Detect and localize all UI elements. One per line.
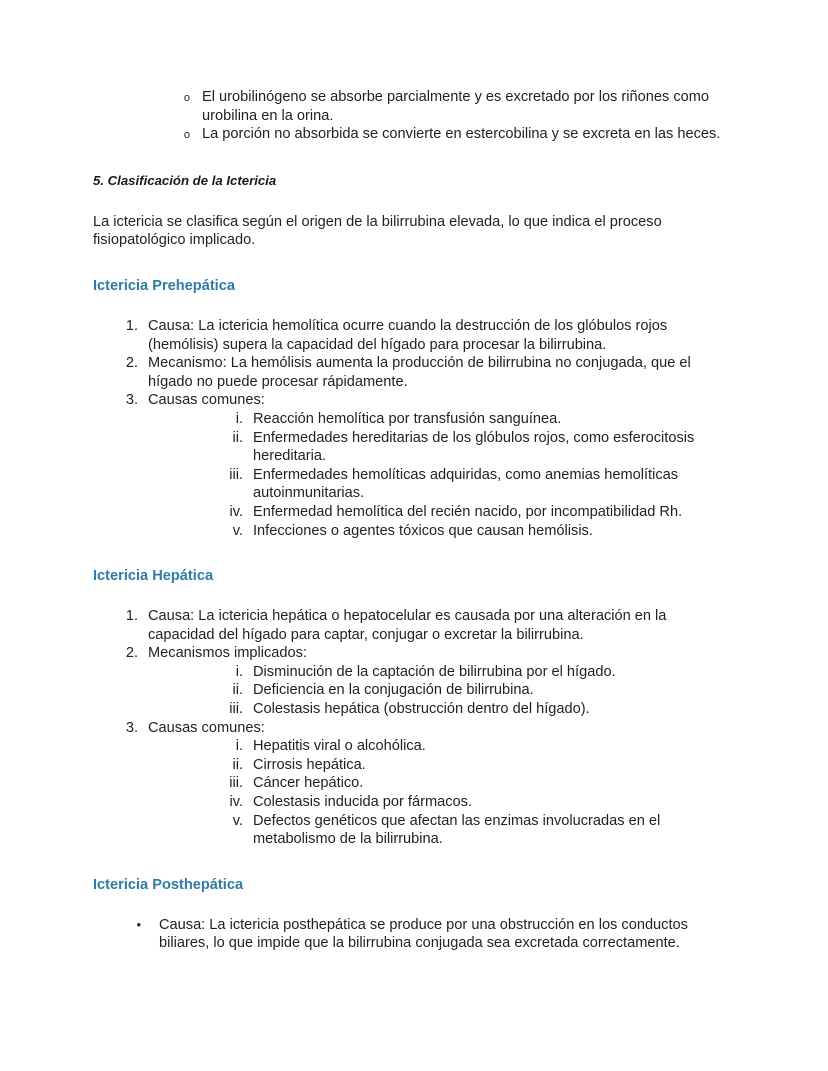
list-item-text: Deficiencia en la conjugación de bilirrubina. [253,682,534,699]
list-marker: i. [235,738,243,755]
list-item [168,88,733,125]
list-item [218,756,733,775]
list-item [218,774,733,793]
list-marker: 1. [125,317,138,334]
list-marker: v. [232,812,243,829]
list-marker: 3. [125,392,138,409]
posthepatica-bullet-list [123,916,733,953]
list-item [115,719,733,738]
list-item [218,700,733,719]
prehepatica-roman-list [218,410,733,540]
list-marker: 3. [125,719,138,736]
list-item-text: Colestasis hepática (obstrucción dentro del hígado). [253,701,590,718]
list-item-text: Causas comunes: [148,719,265,736]
document-content [93,88,733,953]
list-item [115,317,733,354]
list-item [115,644,733,663]
list-marker: iii. [229,775,243,792]
list-item [218,466,733,503]
list-item-text: Reacción hemolítica por transfusión sanguínea. [253,410,562,427]
subheading-ictericia-posthepatica: Ictericia Posthepática [93,876,244,893]
hepatica-numbered-list-b [115,719,733,738]
list-marker: iv. [229,794,243,811]
list-marker: iv. [229,503,243,520]
list-item [218,681,733,700]
list-marker: 2. [125,645,138,662]
list-marker: ii. [232,756,243,773]
list-marker: 1. [125,608,138,625]
list-item-text: Causa: La ictericia hepática o hepatocelular es causada por una alteración en la capacidad del hígado para captar, conjugar o excretar la bilirrubina. [148,608,667,643]
subheading-ictericia-prehepatica: Ictericia Prehepática [93,277,235,294]
list-marker: i. [235,663,243,680]
hepatica-roman-list-b [218,737,733,849]
list-item-text: Cirrosis hepática. [253,756,366,773]
list-item [218,737,733,756]
urobilinogen-circle-list [168,88,733,145]
list-item-text: Causas comunes: [148,392,265,409]
list-marker: ii. [232,682,243,699]
list-marker: i. [235,410,243,427]
list-item [218,812,733,849]
list-item-text: Hepatitis viral o alcohólica. [253,738,426,755]
list-item [218,410,733,429]
list-item [218,663,733,682]
list-item [115,354,733,391]
list-item-text: Colestasis inducida por fármacos. [253,794,473,811]
circle-bullet-icon: o [183,92,190,104]
list-item [218,793,733,812]
list-item-text: Enfermedades hemolíticas adquiridas, como anemias hemolíticas autoinmunitarias. [253,466,679,502]
list-item-text: Enfermedad hemolítica del recién nacido, por incompatibilidad Rh. [253,503,683,520]
list-item-text: El urobilinógeno se absorbe parcialmente y es excretado por los riñones como urobilina en la orina. [202,89,710,124]
list-item-text: La porción no absorbida se convierte en estercobilina y se excreta en las heces. [202,126,721,143]
list-item-text: Enfermedades hereditarias de los glóbulos rojos, como esferocitosis hereditaria. [253,429,695,465]
list-item-text: Disminución de la captación de bilirrubina por el hígado. [253,663,616,680]
list-marker: v. [232,522,243,539]
hepatica-numbered-list-a [115,607,733,663]
list-item-text: Defectos genéticos que afectan las enzimas involucradas en el metabolismo de la bilirrubina. [253,812,661,848]
list-item [123,916,733,953]
hepatica-roman-list-a [218,663,733,719]
list-item-text: Causa: La ictericia hemolítica ocurre cuando la destrucción de los glóbulos rojos (hemólisis) supera la capacidad del hígado para procesar la bilirrubina. [148,317,668,353]
list-item [218,503,733,522]
list-item-text: Mecanismo: La hemólisis aumenta la producción de bilirrubina no conjugada, que el hígado no puede procesar rápidamente. [148,355,691,390]
list-marker: iii. [229,466,243,483]
list-item-text: Mecanismos implicados: [148,645,307,662]
list-item [168,125,733,145]
list-marker: ii. [232,429,243,446]
list-item-text: Cáncer hepático. [253,775,364,792]
list-item [115,391,733,410]
list-item [218,429,733,466]
prehepatica-numbered-list [115,317,733,410]
list-marker: iii. [229,701,243,718]
subheading-ictericia-hepatica: Ictericia Hepática [93,568,214,585]
list-marker: 2. [125,355,138,372]
list-item-text: Infecciones o agentes tóxicos que causan hemólisis. [253,522,593,539]
list-item [115,607,733,644]
section-heading: 5. Clasificación de la Ictericia [93,172,277,188]
circle-bullet-icon: o [183,129,190,142]
bullet-icon: • [136,916,141,932]
list-item-text: Causa: La ictericia posthepática se produce por una obstrucción en los conductos biliares, lo que impide que la bilirrubina conjugada sea excretada correctamente. [159,916,688,952]
section-intro-paragraph: La ictericia se clasifica según el origen de la bilirrubina elevada, lo que indica el proceso fisiopatológico implicado. [93,213,662,249]
list-item [218,522,733,541]
